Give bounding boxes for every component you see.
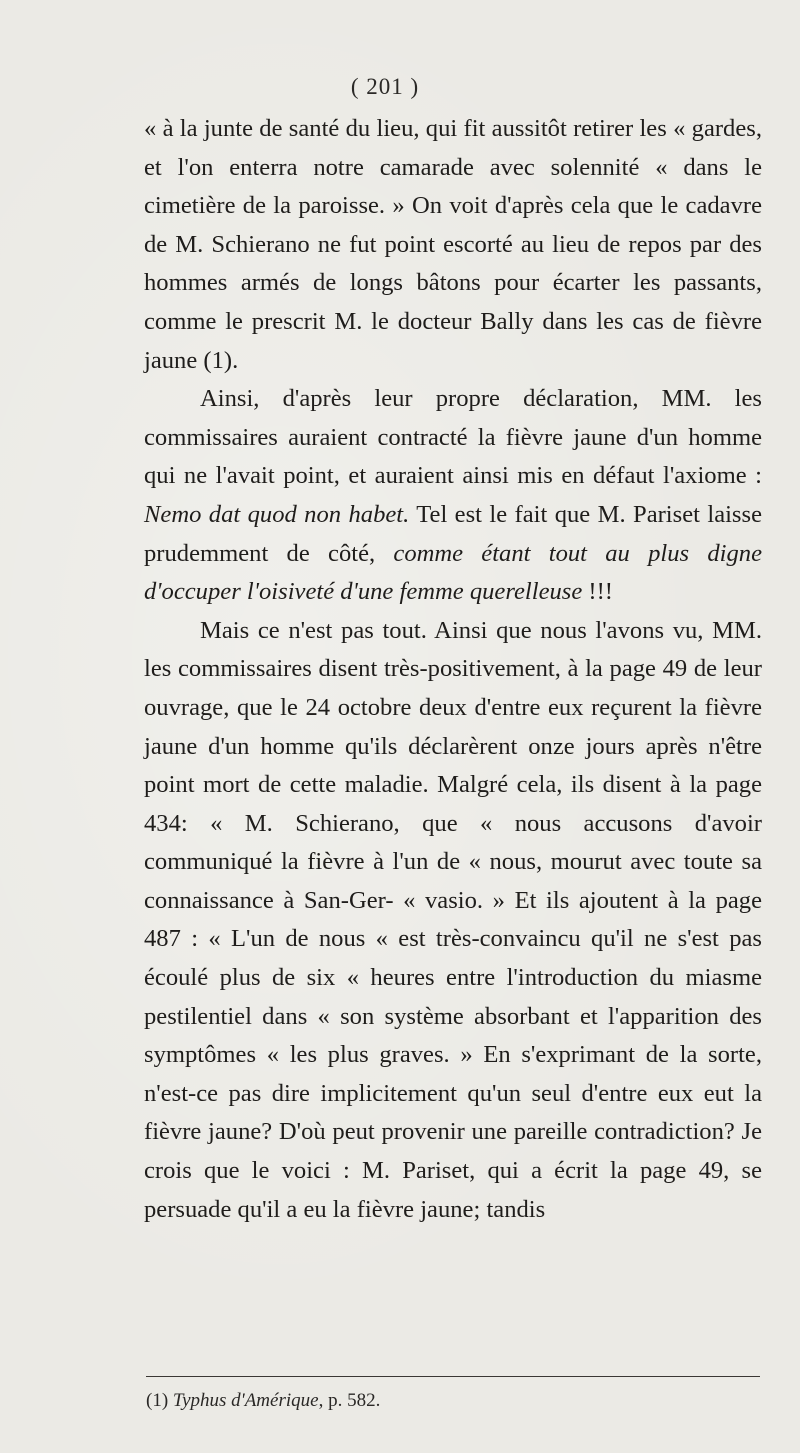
- paragraph-2-after: !!!: [582, 578, 613, 606]
- footnote: [146, 1388, 760, 1414]
- paragraph-2: [144, 380, 762, 612]
- page-number: ( 201 ): [350, 74, 420, 99]
- paragraph-1: « à la junte de santé du lieu, qui fit aussitôt retirer les « gardes, et l'on enterra notre camarade avec solennité « dans le cimetière de la paroisse. » On voit d'après cela que le cadavre de M. Schierano ne fut point escorté au lieu de repos par des hommes armés de longs bâtons pour écarter les passants, comme le prescrit M. le docteur Bally dans les cas de fièvre jaune (1).: [144, 115, 762, 374]
- paragraph-2-middle: Tel est le fait que M. Pariset laisse prudemment de côté,: [144, 500, 762, 567]
- footnote-rest: , p. 582.: [318, 1390, 381, 1411]
- footnote-title: Typhus d'Amérique: [172, 1390, 319, 1411]
- body-text: [144, 110, 762, 1229]
- footnote-marker: (1): [146, 1390, 173, 1411]
- paragraph-2-before: Ainsi, d'après leur propre déclaration, MM. les commissaires auraient contracté la fièvre jaune d'un homme qui ne l'avait point, et auraient ainsi mis en défaut l'axiome :: [144, 385, 762, 490]
- quoted-phrase: comme étant tout au plus digne d'occuper l'oisiveté d'une femme querelleuse: [144, 539, 763, 606]
- paragraph-3: Mais ce n'est pas tout. Ainsi que nous l'avons vu, MM. les commissaires disent très-positivement, à la page 49 de leur ouvrage, que le 24 octobre deux d'entre eux reçurent la fièvre jaune d'un homme qu'ils déclarèrent onze jours après n'être point mort de cette maladie. Malgré cela, ils disent à la page 434: « M. Schierano, que « nous accusons d'avoir communiqué la fièvre à l'un de « nous, mourut avec toute sa connaissance à San-Ger- « vasio. » Et ils ajoutent à la page 487 : « L'un de nous « est très-convaincu qu'il ne s'est pas écoulé plus de six « heures entre l'introduction du miasme pestilentiel dans « son système absorbant et l'apparition des symptômes « les plus graves. » En s'exprimant de la sorte, n'est-ce pas dire implicitement qu'un seul d'entre eux eut la fièvre jaune? D'où peut provenir une pareille contradiction? Je crois que le voici : M. Pariset, qui a écrit la page 49, se persuade qu'il a eu la fièvre jaune; tandis: [144, 616, 762, 1223]
- latin-axiom: Nemo dat quod non habet.: [144, 500, 410, 528]
- footnote-divider: [146, 1376, 760, 1377]
